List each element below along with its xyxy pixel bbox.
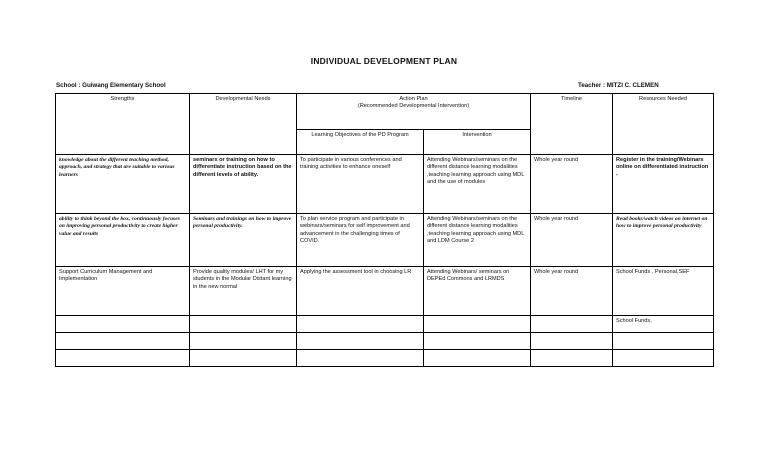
header-learning-objectives: Learning Objectives of the PD Program [297, 130, 424, 155]
document-title: INDIVIDUAL DEVELOPMENT PLAN [310, 56, 458, 66]
teacher-label: Teacher : MITZI C. CLEMEN [578, 82, 659, 89]
cell-intervention: Attending Webinars/seminars on the different distance learning modalities ,teaching learning approach using MDL and LDM Course 2 [424, 214, 531, 267]
cell-strengths [56, 333, 190, 350]
cell-intervention: Attending Webinars/ seminars on DEPEd Commons and LRMDS [424, 267, 531, 316]
cell-objectives: To plan service program and participate in webinars/seminars for self improvement and advancement in the challenging times of COVID. [297, 214, 424, 267]
cell-objectives: To participate in various conferences and training activities to enhance oneself [297, 155, 424, 214]
cell-resources: Read books/watch videos on internet on how to improve personal productivity [613, 214, 714, 267]
table-row [56, 350, 714, 367]
cell-timeline: Whole year round [531, 267, 613, 316]
cell-timeline [531, 333, 613, 350]
cell-objectives [297, 316, 424, 333]
table-row [56, 155, 714, 214]
cell-intervention [424, 333, 531, 350]
idp-table [55, 93, 714, 367]
cell-strengths [56, 316, 190, 333]
cell-developmental-needs: seminars or training on how to differentiate instruction based on the different levels of ability. [190, 155, 297, 214]
header-timeline: Timeline [531, 94, 613, 155]
header-strengths: Strengths [56, 94, 190, 155]
cell-strengths [56, 350, 190, 367]
cell-developmental-needs: Seminars and trainings on how to improve personal productivity. [190, 214, 297, 267]
action-plan-sublabel: (Recommended Developmental Intervention) [357, 103, 470, 110]
cell-resources: Register in the training/Webinars online on differentiated instruction - [613, 155, 714, 214]
header-resources: Resources Needed [613, 94, 714, 155]
cell-developmental-needs [190, 333, 297, 350]
cell-objectives [297, 333, 424, 350]
cell-timeline: Whole year round [531, 155, 613, 214]
cell-resources: School Funds , Personal,SEF [613, 267, 714, 316]
cell-objectives: Applying the assessment tool in choosing LR [297, 267, 424, 316]
header-developmental-needs: Developmental Needs [190, 94, 297, 155]
cell-objectives [297, 350, 424, 367]
cell-timeline [531, 350, 613, 367]
cell-developmental-needs [190, 350, 297, 367]
cell-strengths: ability to think beyond the box, continuously focuses on improving personal productivity to create higher value and results [56, 214, 190, 267]
cell-intervention [424, 316, 531, 333]
header-intervention: Intervention [424, 130, 531, 155]
cell-developmental-needs: Provide quality modules/ LHT for my students in the Modular Distant learning in the new normal [190, 267, 297, 316]
table-row [56, 267, 714, 316]
school-label: School : Guiwang Elementary School [56, 82, 166, 89]
cell-strengths: knowledge about the different teaching method, approach, and strategy that are suitable to various learners [56, 155, 190, 214]
cell-timeline: Whole year round [531, 214, 613, 267]
cell-strengths: Support Curriculum Management and Implementation [56, 267, 190, 316]
cell-developmental-needs [190, 316, 297, 333]
cell-intervention [424, 350, 531, 367]
header-row [56, 94, 714, 130]
cell-timeline [531, 316, 613, 333]
action-plan-label: Action Plan [399, 96, 428, 102]
cell-resources: School Funds, [613, 316, 714, 333]
table-row [56, 316, 714, 333]
cell-intervention: Attending Webinars/seminars on the different distance learning modalities ,teaching learning approach using MDL and the use of modules [424, 155, 531, 214]
cell-resources [613, 333, 714, 350]
table-row [56, 333, 714, 350]
cell-resources [613, 350, 714, 367]
header-action-plan [297, 94, 531, 130]
table-row [56, 214, 714, 267]
